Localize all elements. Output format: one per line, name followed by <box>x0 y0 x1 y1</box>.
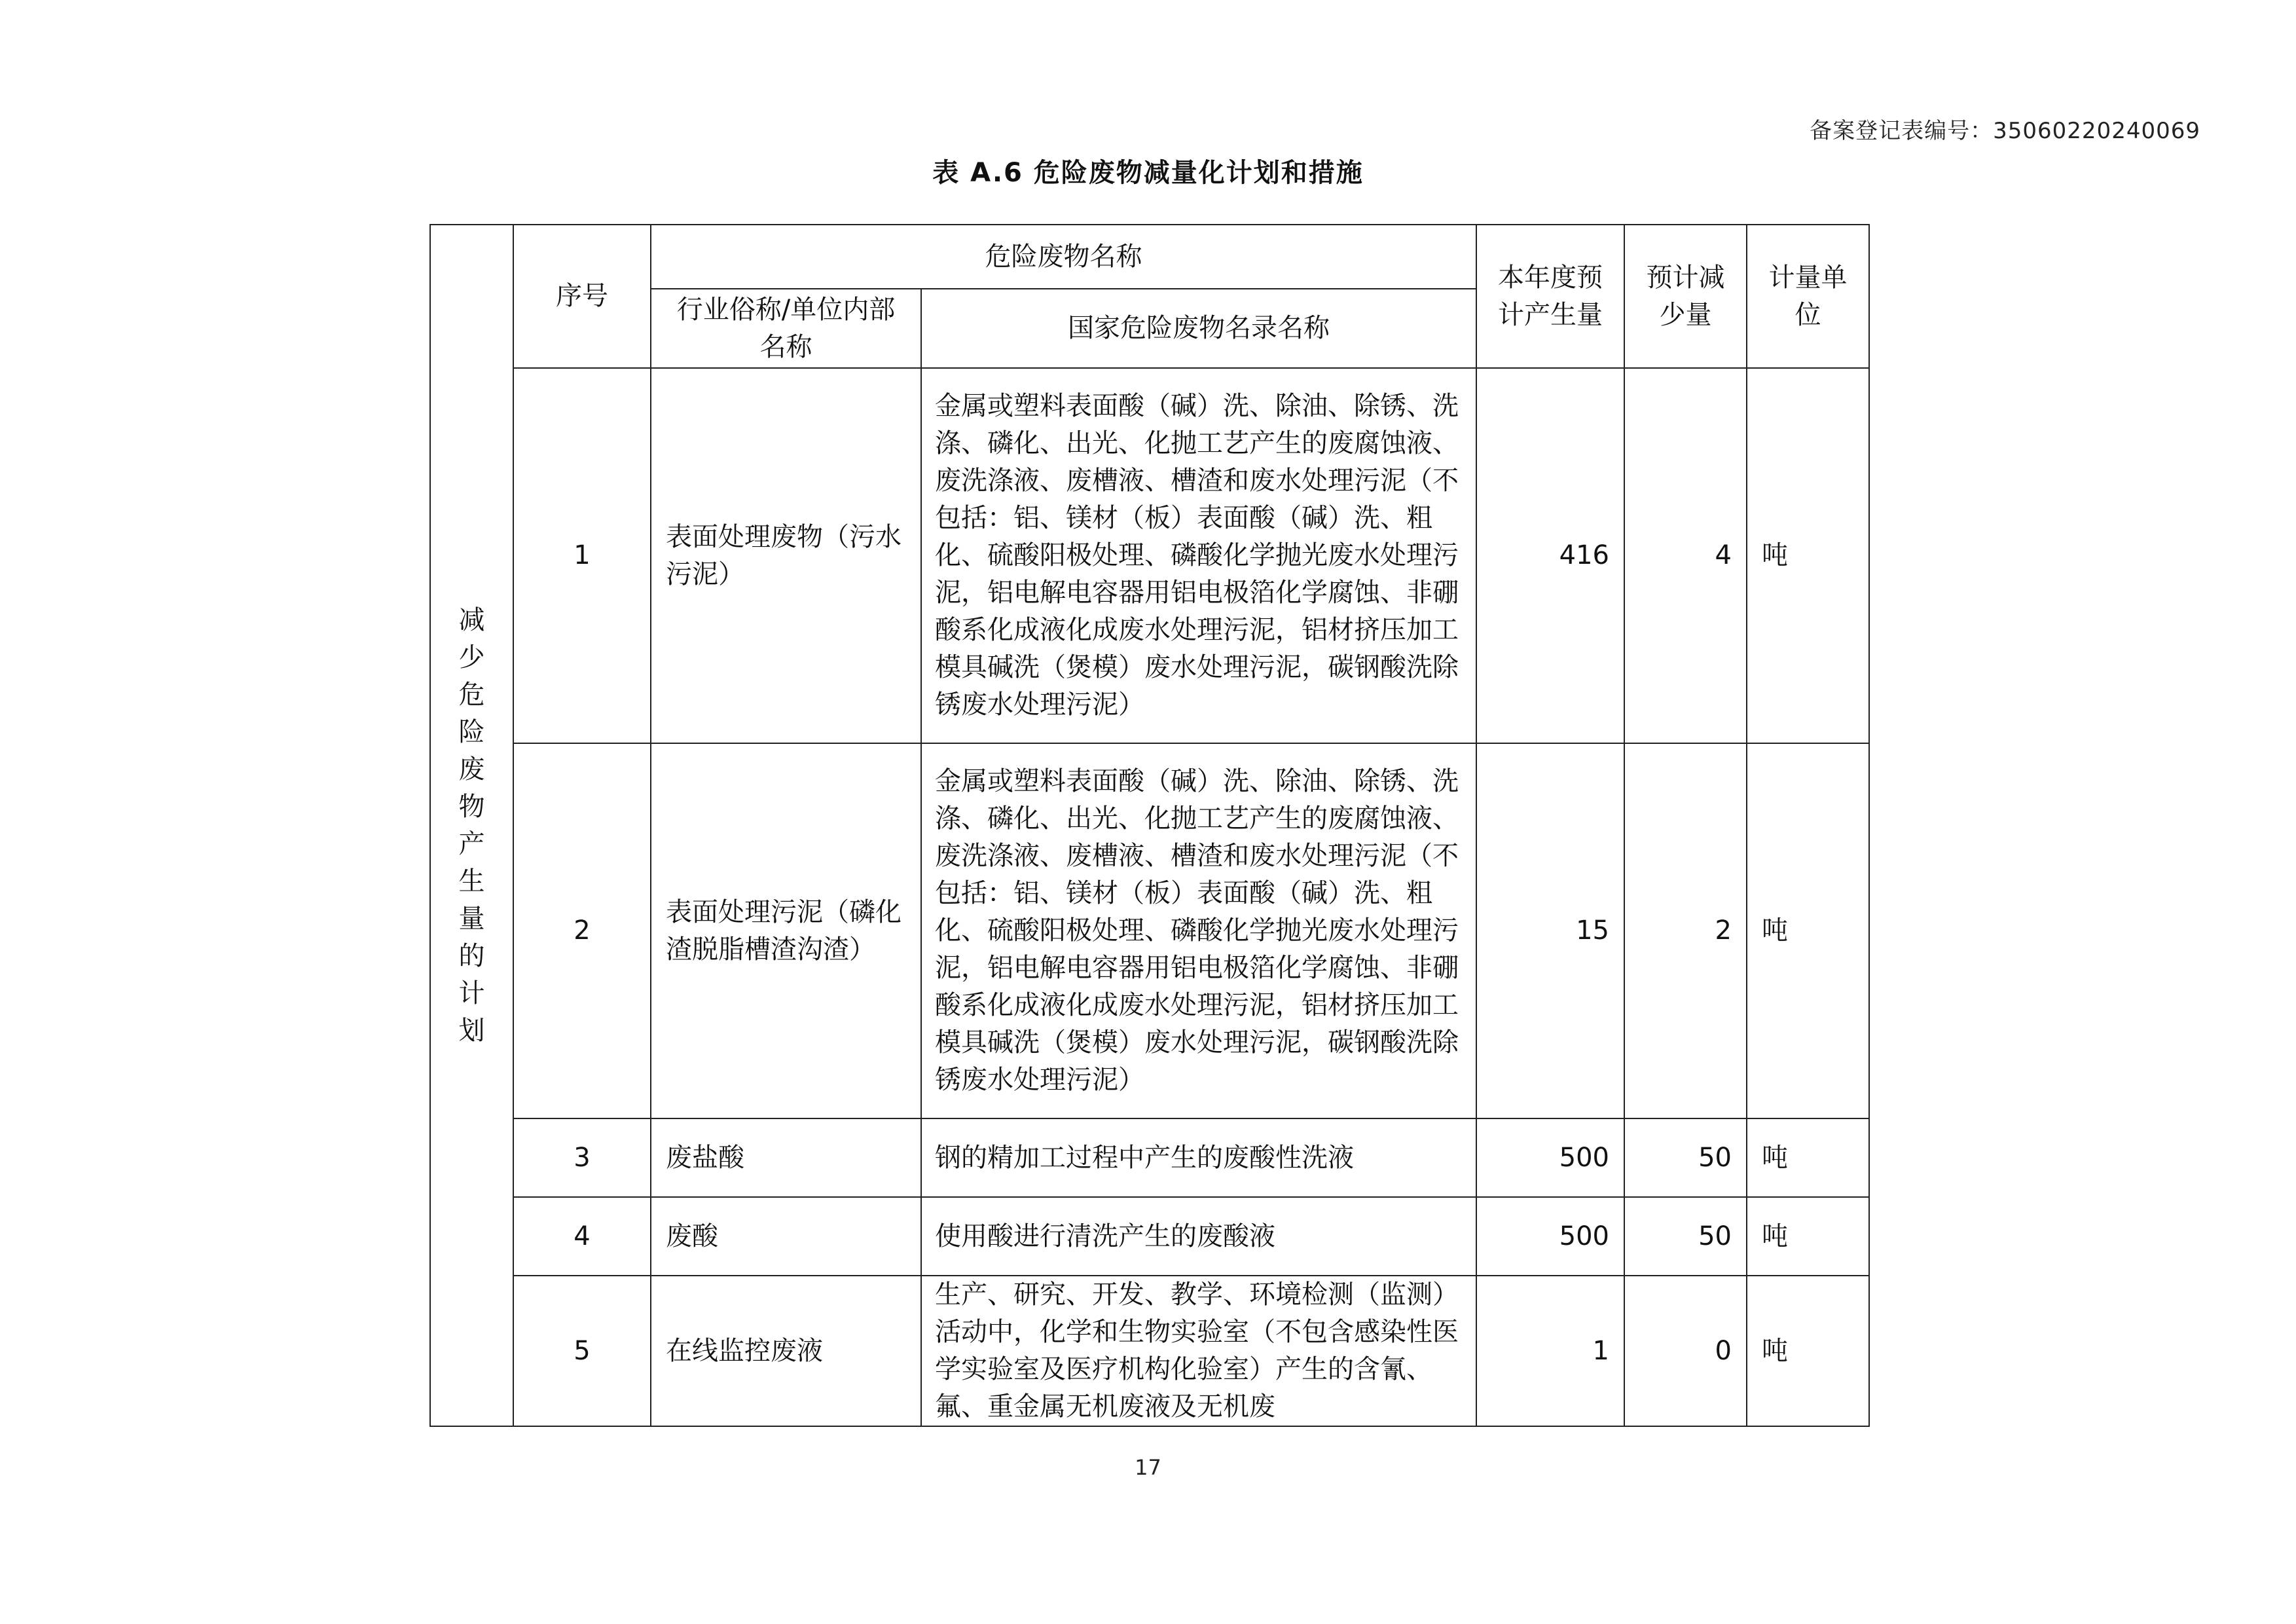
cell-unit: 吨 <box>1747 743 1869 1118</box>
header-row-1 <box>430 225 1869 289</box>
header-annual-output: 本年度预计产生量 <box>1476 225 1624 368</box>
table-row <box>430 743 1869 1118</box>
header-waste-name-group: 危险废物名称 <box>651 225 1476 289</box>
cell-unit: 吨 <box>1747 1197 1869 1276</box>
cell-expected-reduction: 0 <box>1624 1276 1747 1426</box>
side-label-cell <box>430 225 513 1426</box>
table-row <box>430 1197 1869 1276</box>
cell-serial: 5 <box>513 1276 651 1426</box>
header-unit: 计量单位 <box>1747 225 1869 368</box>
cell-unit: 吨 <box>1747 1276 1869 1426</box>
table-row <box>430 1118 1869 1197</box>
cell-industry-name: 表面处理废物（污水污泥） <box>651 368 921 743</box>
cell-annual-output: 500 <box>1476 1118 1624 1197</box>
table-row <box>430 368 1869 743</box>
table-row <box>430 1276 1869 1426</box>
header-expected-reduction: 预计减少量 <box>1624 225 1747 368</box>
cell-expected-reduction: 2 <box>1624 743 1747 1118</box>
cell-serial: 4 <box>513 1197 651 1276</box>
cell-expected-reduction: 50 <box>1624 1197 1747 1276</box>
page-number: 17 <box>1135 1455 1161 1480</box>
cell-national-name: 生产、研究、开发、教学、环境检测（监测）活动中，化学和生物实验室（不包含感染性医学实验室及医疗机构化验室）产生的含氰、氟、重金属无机废液及无机废 <box>921 1276 1476 1426</box>
cell-industry-name: 废酸 <box>651 1197 921 1276</box>
header-industry-name: 行业俗称/单位内部名称 <box>651 289 921 368</box>
cell-national-name: 金属或塑料表面酸（碱）洗、除油、除锈、洗涤、磷化、出光、化抛工艺产生的废腐蚀液、废洗涤液、废槽液、槽渣和废水处理污泥（不包括：铝、镁材（板）表面酸（碱）洗、粗化、硫酸阳极处理、磷酸化学抛光废水处理污泥，铝电解电容器用铝电极箔化学腐蚀、非硼酸系化成液化成废水处理污泥，铝材挤压加工模具碱洗（煲模）废水处理污泥，碳钢酸洗除锈废水处理污泥） <box>921 743 1476 1118</box>
cell-serial: 3 <box>513 1118 651 1197</box>
cell-national-name: 使用酸进行清洗产生的废酸液 <box>921 1197 1476 1276</box>
cell-unit: 吨 <box>1747 368 1869 743</box>
cell-unit: 吨 <box>1747 1118 1869 1197</box>
cell-national-name: 钢的精加工过程中产生的废酸性洗液 <box>921 1118 1476 1197</box>
header-serial: 序号 <box>513 225 651 368</box>
cell-serial: 1 <box>513 368 651 743</box>
table-title: 表 A.6 危险废物减量化计划和措施 <box>932 158 1364 188</box>
cell-expected-reduction: 4 <box>1624 368 1747 743</box>
header-national-name: 国家危险废物名录名称 <box>921 289 1476 368</box>
cell-annual-output: 500 <box>1476 1197 1624 1276</box>
cell-industry-name: 在线监控废液 <box>651 1276 921 1426</box>
cell-industry-name: 表面处理污泥（磷化渣脱脂槽渣沟渣） <box>651 743 921 1118</box>
cell-industry-name: 废盐酸 <box>651 1118 921 1197</box>
registration-number: 备案登记表编号：35060220240069 <box>1810 118 2200 144</box>
cell-annual-output: 416 <box>1476 368 1624 743</box>
side-label: 减少危险废物产生量的计划 <box>458 604 485 1046</box>
cell-serial: 2 <box>513 743 651 1118</box>
cell-annual-output: 15 <box>1476 743 1624 1118</box>
waste-reduction-table <box>429 224 1870 1427</box>
cell-annual-output: 1 <box>1476 1276 1624 1426</box>
cell-national-name: 金属或塑料表面酸（碱）洗、除油、除锈、洗涤、磷化、出光、化抛工艺产生的废腐蚀液、废洗涤液、废槽液、槽渣和废水处理污泥（不包括：铝、镁材（板）表面酸（碱）洗、粗化、硫酸阳极处理、磷酸化学抛光废水处理污泥，铝电解电容器用铝电极箔化学腐蚀、非硼酸系化成液化成废水处理污泥，铝材挤压加工模具碱洗（煲模）废水处理污泥，碳钢酸洗除锈废水处理污泥） <box>921 368 1476 743</box>
cell-expected-reduction: 50 <box>1624 1118 1747 1197</box>
